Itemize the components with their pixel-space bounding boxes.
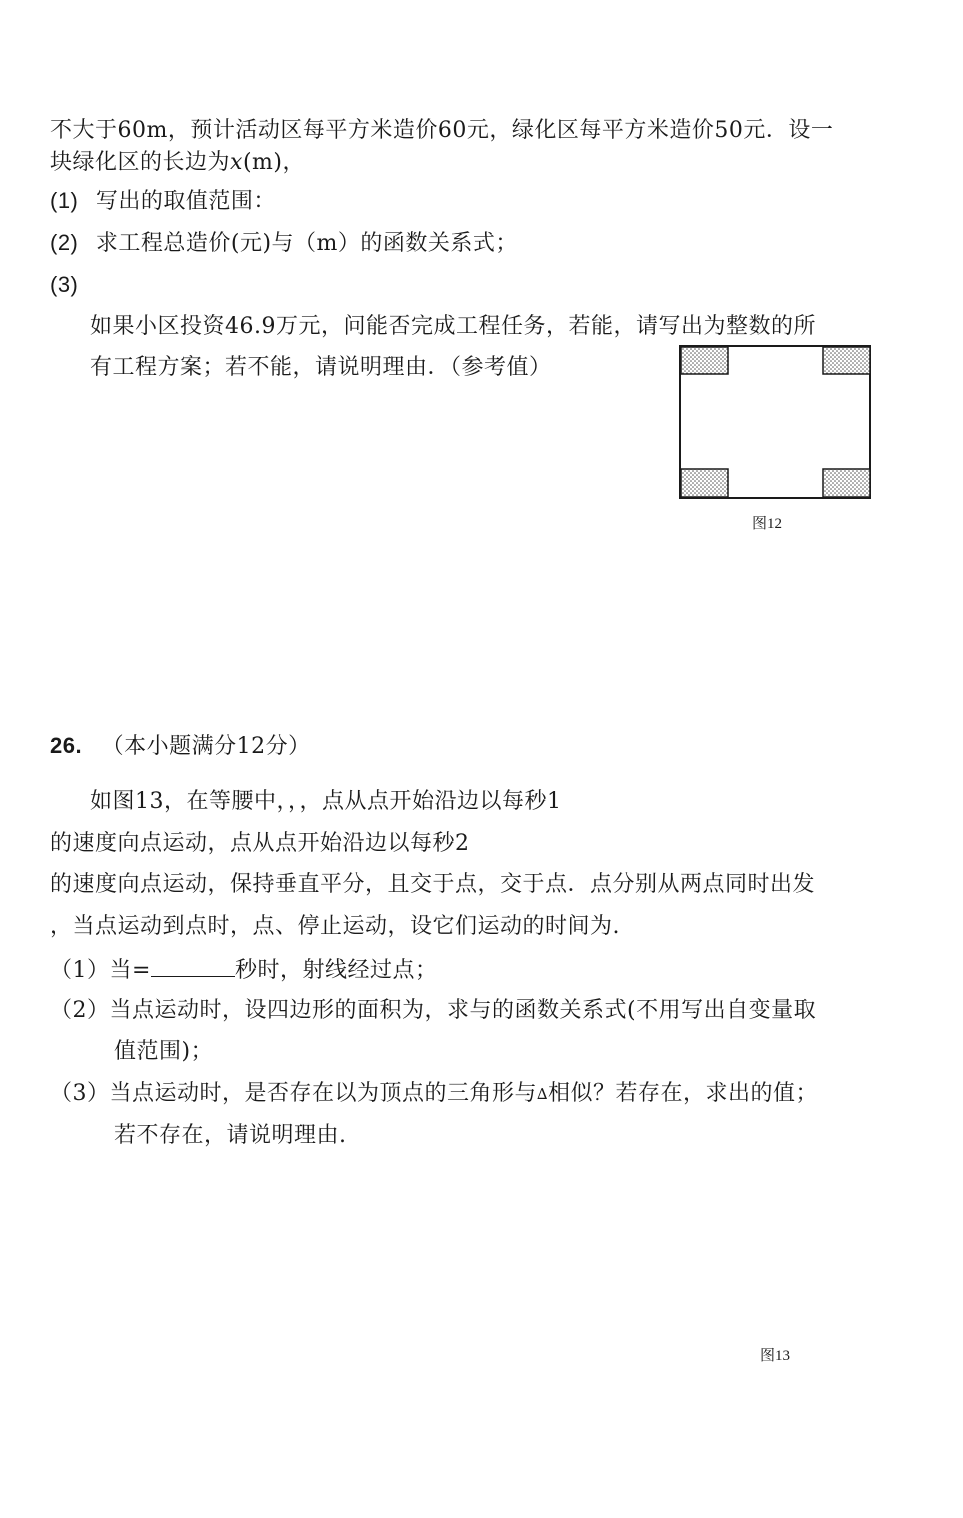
- q25-part-3-line-1: 如果小区投资46.9万元，问能否完成工程任务，若能，请写出为整数的所: [90, 314, 816, 339]
- answer-blank[interactable]: [151, 954, 235, 977]
- q26-sub1-suffix: 秒时，射线经过点；: [234, 958, 438, 983]
- green-area-bottom-right: [823, 469, 870, 497]
- figure-12: [676, 342, 876, 502]
- q26-number: 26.: [50, 733, 83, 758]
- q25-part-2-text: 求工程总造价(元)与（m）的函数关系式；: [95, 231, 518, 256]
- green-area-top-right: [823, 347, 870, 374]
- variable-x: x: [230, 150, 243, 175]
- q26-score-note: （本小题满分12分）: [101, 734, 311, 759]
- q26-subquestion-3-line-2: 若不存在，请说明理由.: [114, 1123, 347, 1148]
- green-area-bottom-left: [681, 469, 728, 497]
- q26-line-3: 的速度向点运动，保持垂直平分，且交于点，交于点．点分别从两点同时出发: [50, 872, 816, 897]
- q26-line-4: ，当点运动到点时，点、停止运动，设它们运动的时间为.: [50, 914, 620, 939]
- q26-subquestion-1: [50, 954, 437, 986]
- q26-header: [50, 731, 311, 762]
- q26-subquestion-2-line-1: （2）当点运动时，设四边形的面积为，求与的函数关系式(不用写出自变量取: [50, 998, 817, 1023]
- triangle-symbol: ∆: [537, 1085, 548, 1103]
- q25-part-2-label: (2): [50, 230, 79, 255]
- q26-subquestion-3-line-1: [50, 1079, 818, 1109]
- q25-intro-line-2: [50, 148, 305, 178]
- q26-sub1-prefix: （1）当=: [50, 958, 151, 983]
- q25-part-3-label-line: [50, 270, 78, 301]
- q25-intro-line-1: 不大于60m，预计活动区每平方米造价60元，绿化区每平方米造价50元．设一: [50, 118, 834, 143]
- q26-sub3-text-a: （3）当点运动时，是否存在以为顶点的三角形与: [50, 1081, 537, 1106]
- green-area-top-left: [681, 347, 728, 374]
- q25-intro-line-2-unit: (m)，: [242, 150, 305, 175]
- figure-13-caption: 图13: [760, 1348, 791, 1364]
- q25-part-1-label: (1): [50, 188, 79, 213]
- figure-12-caption: 图12: [752, 516, 783, 532]
- q25-part-2: [50, 228, 518, 259]
- q25-part-1: [50, 186, 276, 217]
- q26-subquestion-2-line-2: 值范围)；: [114, 1039, 214, 1064]
- q26-line-2: 的速度向点运动，点从点开始沿边以每秒2: [50, 831, 470, 856]
- q26-sub3-text-b: 相似？若存在，求出的值；: [547, 1081, 818, 1106]
- q25-part-3-line-2: 有工程方案；若不能，请说明理由．（参考值）: [90, 355, 552, 380]
- q25-intro-line-2-text: 块绿化区的长边为: [50, 150, 231, 175]
- q26-line-1: 如图13，在等腰中，，，点从点开始沿边以每秒1: [90, 789, 562, 814]
- q25-part-1-text: 写出的取值范围：: [95, 189, 276, 214]
- q25-part-3-label: (3): [50, 272, 79, 297]
